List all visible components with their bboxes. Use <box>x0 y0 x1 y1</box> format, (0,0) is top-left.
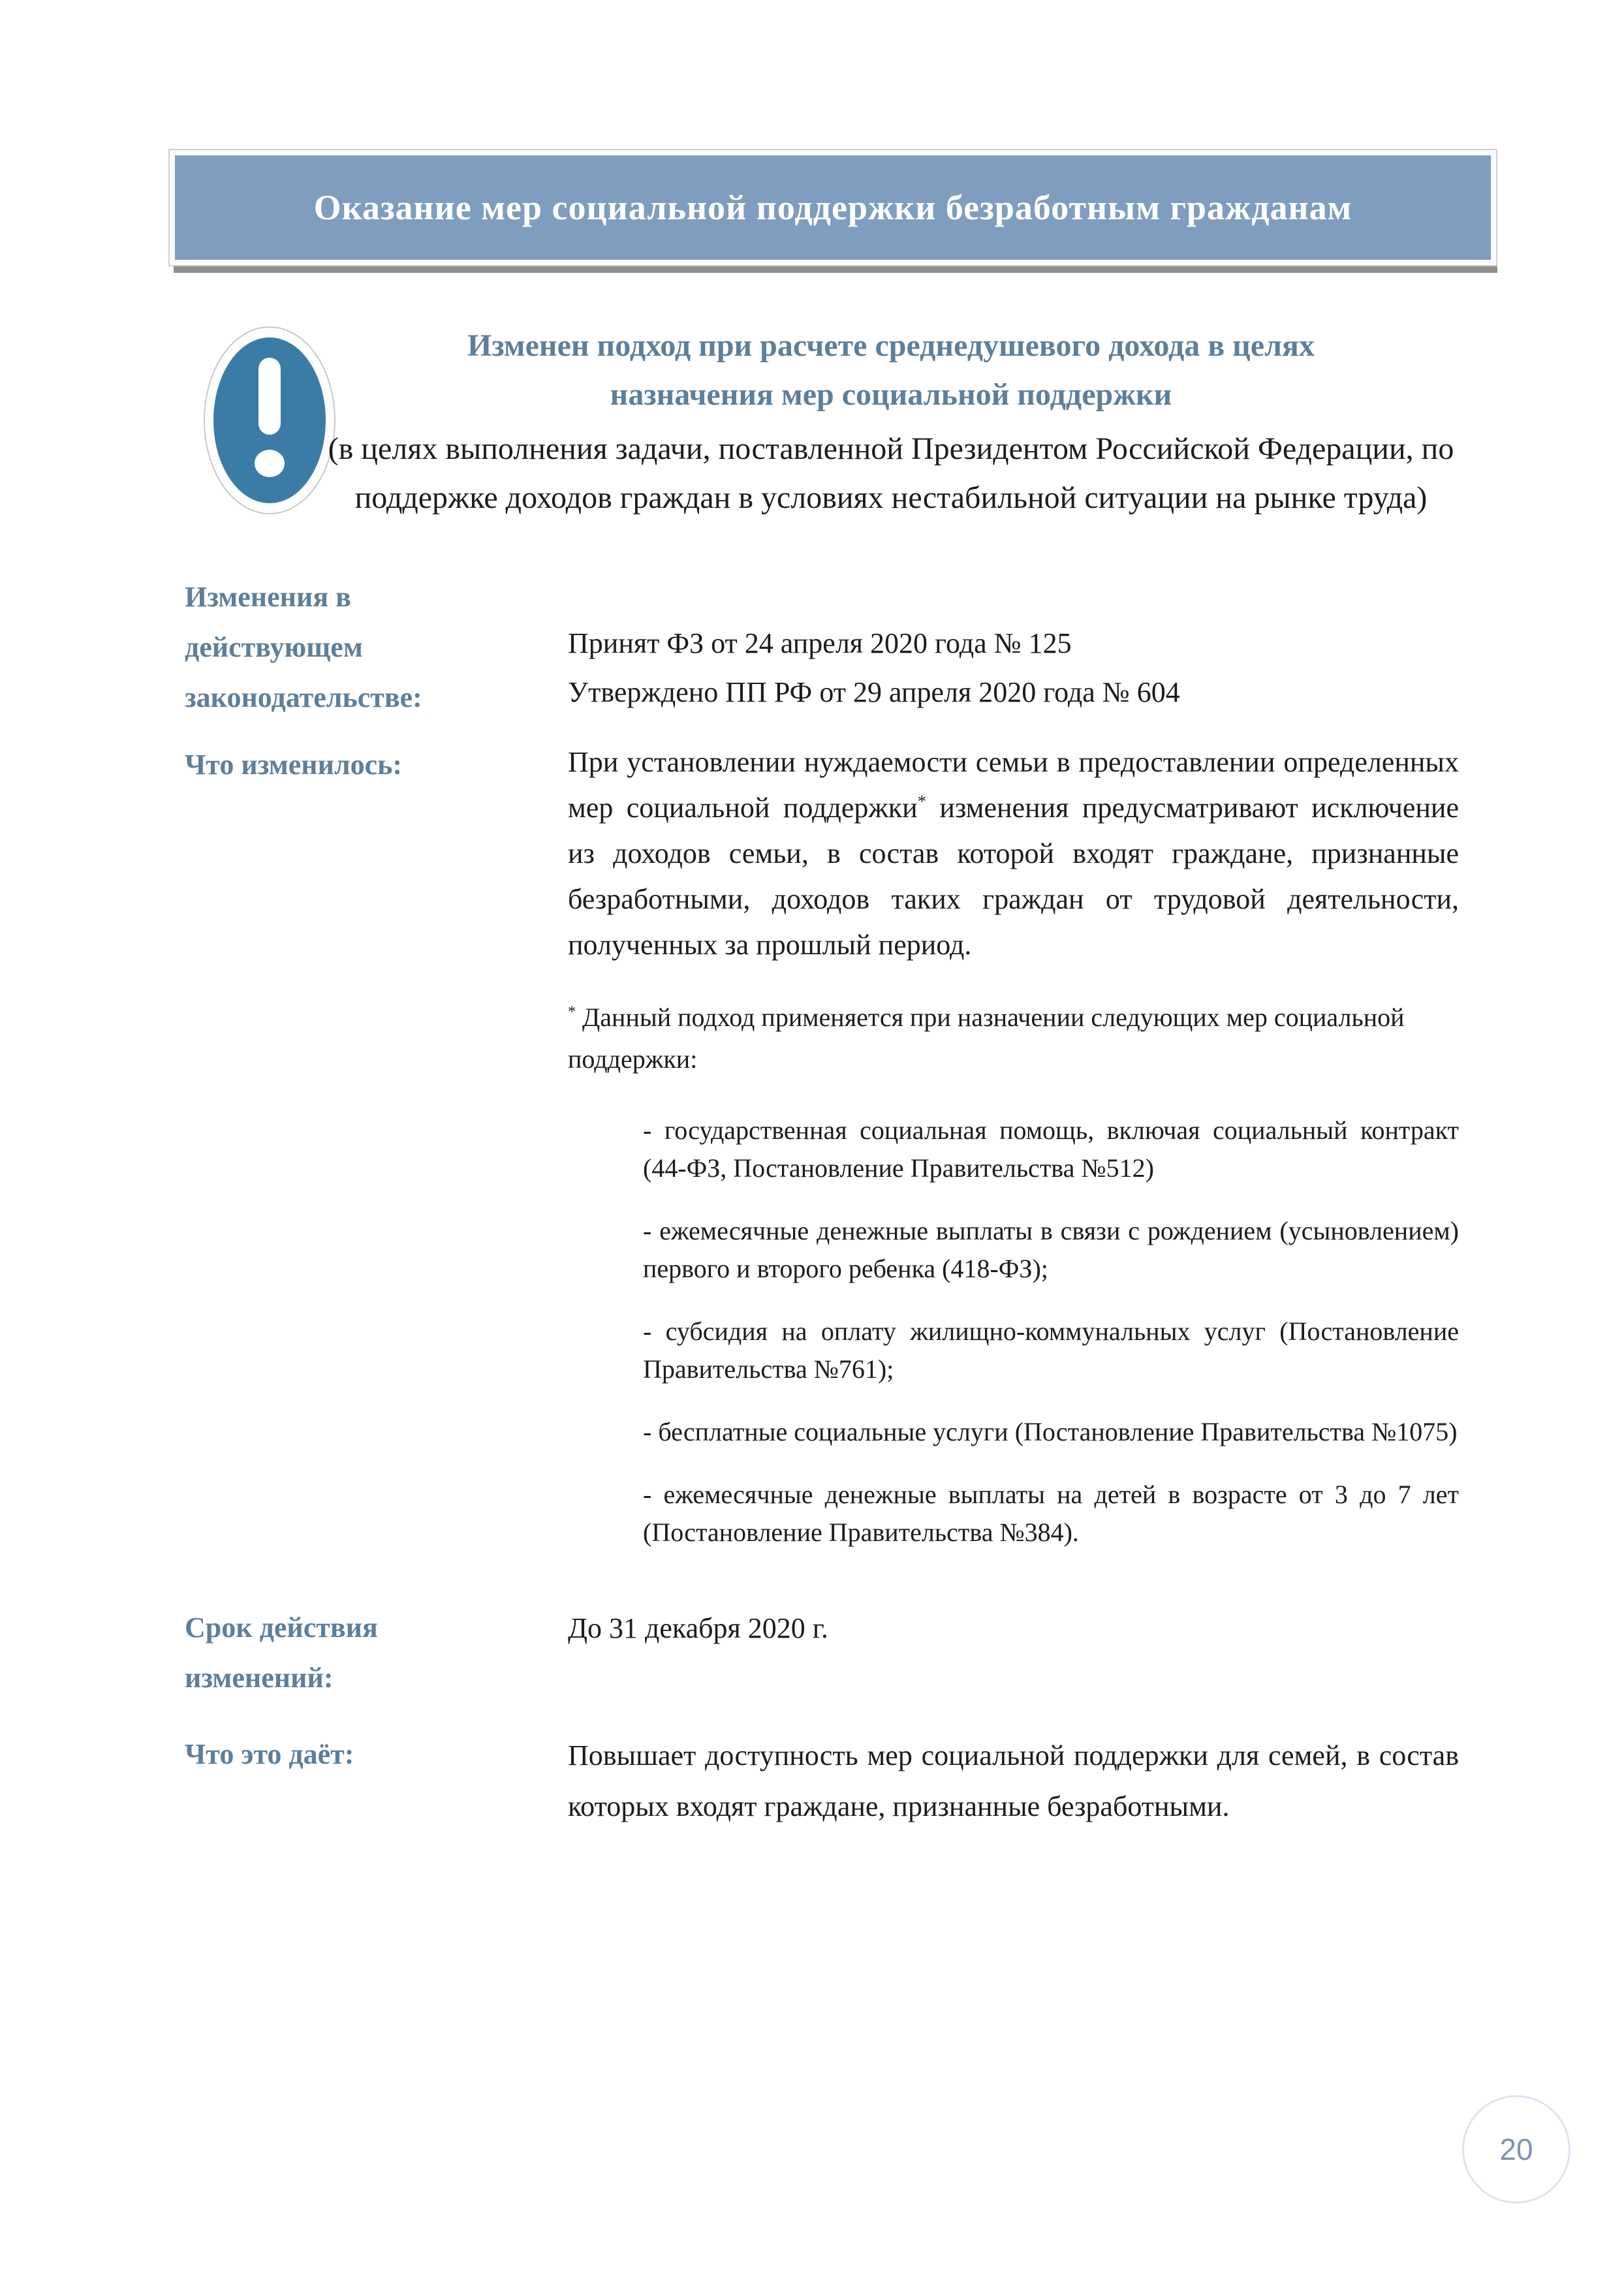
duration-value: До 31 декабря 2020 г. <box>568 1612 828 1644</box>
intro-block <box>307 321 1475 522</box>
footnote-asterisk: * <box>568 1003 576 1021</box>
asterisk-superscript: * <box>917 791 926 811</box>
intro-subheading: (в целях выполнения задачи, поставленной Президентом Российской Федерации, по поддержке доходов граждан в условиях нестабильной ситуации на рынке труда) <box>328 431 1454 515</box>
intro-heading-line2: назначения мер социальной поддержки <box>610 377 1172 412</box>
row-what-changed <box>185 740 1459 1576</box>
support-measures-list <box>643 1112 1459 1551</box>
row-legislation <box>185 572 1459 723</box>
page-number: 20 <box>1499 2132 1533 2166</box>
paragraph-text: При установлении нуждаемости семьи в предоставлении определенных мер социальной поддержки <box>568 746 1459 824</box>
row-duration <box>185 1602 1459 1703</box>
footnote-text: Данный подход применяется при назначении следующих мер социальной поддержки: <box>568 1003 1405 1074</box>
intro-heading <box>307 321 1475 419</box>
list-item: - субсидия на оплату жилищно-коммунальных услуг (Постановление Правительства №761); <box>643 1317 1459 1384</box>
list-item: - государственная социальная помощь, включая социальный контракт (44-ФЗ, Постановление Правительства №512) <box>643 1115 1459 1183</box>
list-item: - бесплатные социальные услуги (Постановление Правительства №1075) <box>643 1417 1458 1446</box>
content-grid <box>185 572 1459 1832</box>
duration-label: Срок действия изменений: <box>185 1612 378 1694</box>
what-changed-label: Что изменилось: <box>185 749 403 781</box>
paragraph-text-continued: изменения предусматривают исключение из доходов семьи, в состав которой входят граждане, признанные безработными, доходов таких граждан от трудовой деятельности, полученных за прошлый период. <box>568 792 1460 961</box>
section-banner-inner <box>175 155 1491 260</box>
legislation-line2: Утверждено ПП РФ от 29 апреля 2020 года № 604 <box>568 676 1180 708</box>
benefit-label: Что это даёт: <box>185 1738 354 1770</box>
legislation-value <box>568 572 1459 723</box>
list-item: - ежемесячные денежные выплаты на детей в возрасте от 3 до 7 лет (Постановление Правительства №384). <box>643 1480 1459 1547</box>
intro-heading-line1: Изменен подход при расчете среднедушевого дохода в целях <box>467 328 1315 363</box>
list-item: - ежемесячные денежные выплаты в связи с рождением (усыновлением) первого и второго ребенка (418-ФЗ); <box>643 1216 1459 1283</box>
row-benefit <box>185 1729 1459 1832</box>
what-changed-value <box>568 740 1459 1576</box>
legislation-line1: Принят ФЗ от 24 апреля 2020 года № 125 <box>568 627 1072 659</box>
legislation-label: Изменения в действующем законодательстве: <box>185 581 422 713</box>
section-banner <box>168 149 1497 266</box>
what-changed-paragraph <box>568 740 1459 968</box>
footnote <box>568 997 1459 1080</box>
page-number-badge <box>1462 2095 1570 2204</box>
benefit-value: Повышает доступность мер социальной поддержки для семей, в состав которых входят граждане, признанные безработными. <box>568 1739 1459 1822</box>
banner-title: Оказание мер социальной поддержки безработным гражданам <box>313 188 1352 227</box>
